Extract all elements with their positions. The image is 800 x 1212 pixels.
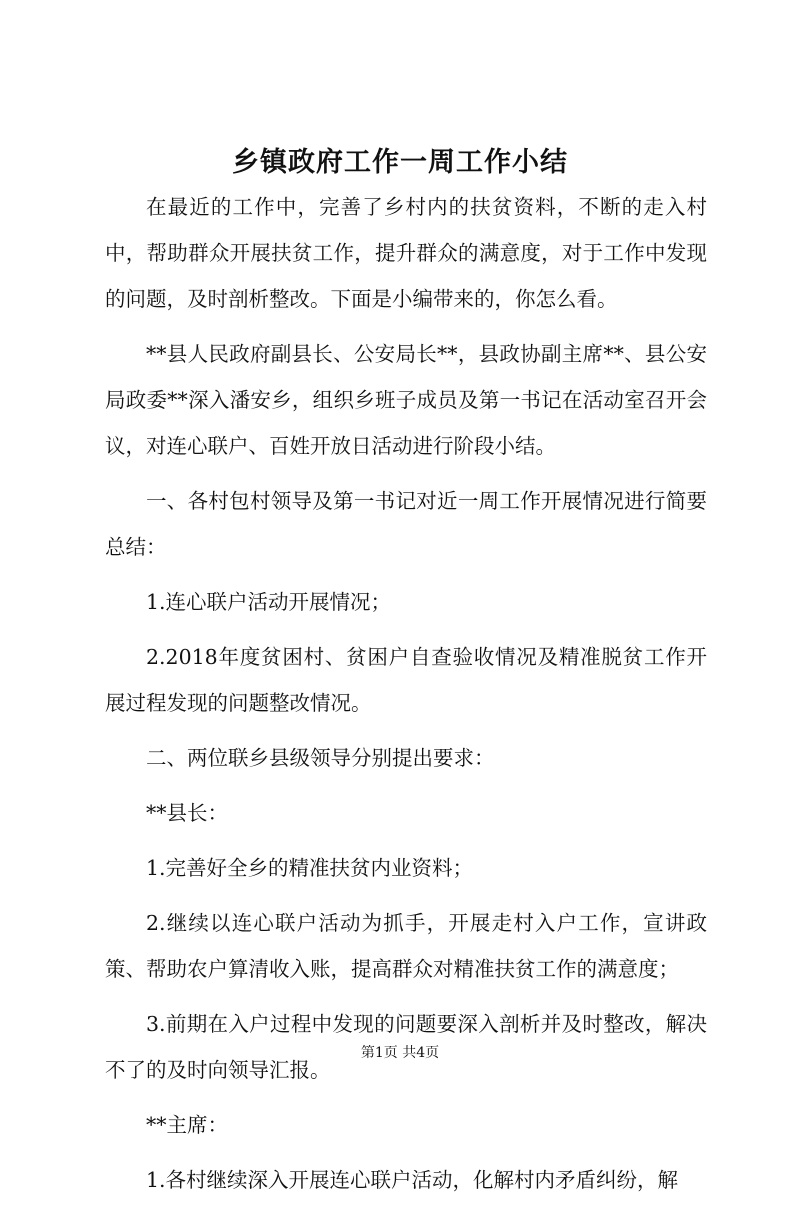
list-item: 1.完善好全乡的精准扶贫内业资料； <box>146 856 474 880</box>
page-number-footer: 第1页 共4页 <box>360 1045 440 1061</box>
list-item: 1.连心联户活动开展情况； <box>146 590 392 614</box>
section-heading-2: 二、两位联乡县级领导分别提出要求： <box>146 746 495 770</box>
list-item: 2.继续以连心联户活动为抓手，开展走村入户工作，宣讲政策、帮助农户算清收入账，提高群众对精准扶贫工作的满意度； <box>105 911 707 981</box>
speaker-label: **主席： <box>146 1113 228 1137</box>
section-heading-1: 一、各村包村领导及第一书记对近一周工作开展情况进行简要总结： <box>105 489 707 559</box>
list-item: 3.前期在入户过程中发现的问题要深入剖析并及时整改，解决不了的及时向领导汇报。 <box>105 1012 707 1082</box>
paragraph-meeting: **县人民政府副县长、公安局长**，县政协副主席**、县公安局政委**深入潘安乡，组织乡班子成员及第一书记在活动室召开会议，对连心联户、百姓开放日活动进行阶段小结。 <box>105 342 707 458</box>
paragraph-intro: 在最近的工作中，完善了乡村内的扶贫资料，不断的走入村中，帮助群众开展扶贫工作，提升群众的满意度，对于工作中发现的问题，及时剖析整改。下面是小编带来的，你怎么看。 <box>105 195 707 311</box>
list-item: 2.2018年度贫困村、贫困户自查验收情况及精准脱贫工作开展过程发现的问题整改情况。 <box>105 645 707 715</box>
document-title: 乡镇政府工作一周工作小结 <box>232 147 568 178</box>
speaker-label: **县长： <box>146 801 228 825</box>
list-item: 1.各村继续深入开展连心联户活动，化解村内矛盾纠纷，解 <box>146 1168 679 1192</box>
